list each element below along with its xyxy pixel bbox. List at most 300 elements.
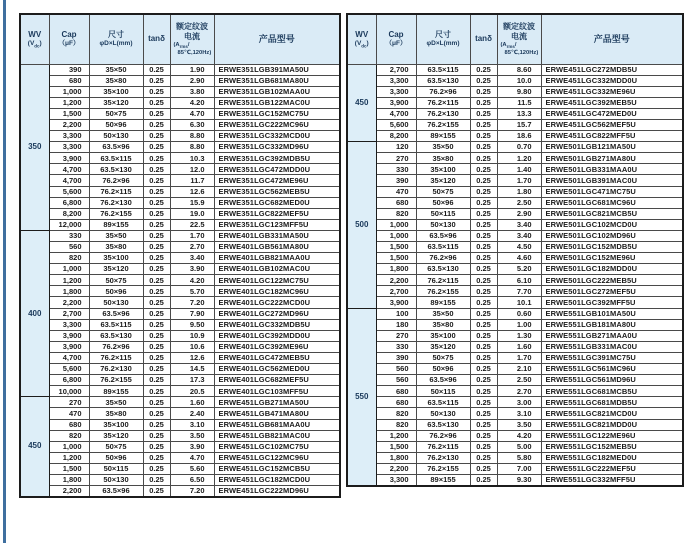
cap-cell: 100	[376, 308, 416, 319]
tand-cell: 0.25	[470, 75, 497, 86]
tand-cell: 0.25	[470, 308, 497, 319]
size-cell: 63.5×115	[416, 64, 470, 75]
model-cell: ERWE451LGC102MC75U	[214, 441, 340, 452]
ripple-unit-line1: ($A_{rms}/$	[173, 41, 190, 49]
wv-unit: $(V_{dc})$	[27, 39, 42, 49]
cap-cell: 1,500	[376, 253, 416, 264]
ripple-cell: 4.20	[170, 97, 214, 108]
col-header-size	[416, 14, 470, 64]
col-header-wv	[20, 14, 49, 64]
model-cell: ERWE501LGC392MFF5U	[541, 297, 683, 308]
col-header-tand	[143, 14, 170, 64]
cap-cell: 1,800	[376, 264, 416, 275]
table-row	[347, 419, 683, 430]
table-row	[20, 375, 340, 386]
size-cell: 76.2×155	[89, 208, 143, 219]
ripple-cell: 20.5	[170, 386, 214, 397]
model-cell: ERWE401LGC392MDD0U	[214, 330, 340, 341]
cap-cell: 1,800	[376, 452, 416, 463]
table-row	[20, 341, 340, 352]
table-row	[347, 275, 683, 286]
tand-cell: 0.25	[143, 253, 170, 264]
model-cell: ERWE351LGC472MDD0U	[214, 164, 340, 175]
tand-cell: 0.25	[470, 430, 497, 441]
table-row	[20, 219, 340, 230]
tand-cell: 0.25	[143, 131, 170, 142]
cap-cell: 4,700	[49, 175, 89, 186]
size-cell: 50×130	[416, 408, 470, 419]
model-cell: ERWE501LGC681MC96U	[541, 197, 683, 208]
cap-cell: 1,200	[49, 452, 89, 463]
cap-cell: 120	[376, 142, 416, 153]
ripple-cell: 7.00	[497, 463, 541, 474]
ripple-cell: 1.70	[497, 175, 541, 186]
table-row	[347, 219, 683, 230]
tand-cell: 0.25	[143, 142, 170, 153]
ripple-cell: 2.70	[170, 242, 214, 253]
cap-unit: （μF）	[385, 40, 407, 48]
size-cell: 89×155	[416, 474, 470, 485]
model-cell: ERWE451LGC392MEB5U	[541, 97, 683, 108]
size-cell: 76.2×130	[89, 364, 143, 375]
table-row	[20, 186, 340, 197]
tand-cell: 0.25	[470, 286, 497, 297]
model-cell: ERWE551LGC152MEB5U	[541, 441, 683, 452]
ripple-cell: 3.40	[497, 230, 541, 241]
ripple-label-line2: 电流	[511, 31, 527, 41]
cap-cell: 3,300	[49, 142, 89, 153]
model-cell: ERWE451LGC122MC96U	[214, 452, 340, 463]
cap-cell: 680	[49, 75, 89, 86]
size-cell: 50×75	[89, 441, 143, 452]
table-row	[347, 164, 683, 175]
size-cell: 76.2×130	[416, 108, 470, 119]
tand-cell: 0.25	[143, 119, 170, 130]
table-body-left	[20, 64, 340, 497]
size-cell: 89×155	[416, 131, 470, 142]
table-row	[20, 419, 340, 430]
table-header	[347, 14, 683, 64]
cap-cell: 3,300	[49, 319, 89, 330]
size-cell: 35×100	[89, 419, 143, 430]
ripple-unit-line1: ($A_{rms}/$	[500, 41, 517, 49]
model-cell: ERWE501LGC821MCB5U	[541, 208, 683, 219]
cap-cell: 6,800	[49, 197, 89, 208]
model-cell: ERWE501LGB391MAC0U	[541, 175, 683, 186]
tand-cell: 0.25	[143, 486, 170, 497]
table-row	[347, 186, 683, 197]
tand-cell: 0.25	[470, 142, 497, 153]
size-cell: 50×75	[416, 352, 470, 363]
table-row	[20, 242, 340, 253]
tand-cell: 0.25	[143, 463, 170, 474]
size-cell: 89×155	[416, 297, 470, 308]
tand-cell: 0.25	[143, 375, 170, 386]
table-row	[347, 430, 683, 441]
size-cell: 50×130	[89, 474, 143, 485]
cap-cell: 3,900	[49, 341, 89, 352]
table-row	[347, 108, 683, 119]
table-row	[20, 308, 340, 319]
ripple-cell: 5.70	[170, 286, 214, 297]
table-row	[347, 352, 683, 363]
spec-table-right	[346, 13, 684, 487]
cap-cell: 1,000	[49, 86, 89, 97]
size-cell: 76.2×96	[416, 430, 470, 441]
size-cell: 63.5×130	[416, 75, 470, 86]
size-cell: 35×50	[89, 230, 143, 241]
model-cell: ERWE501LGC152MDB5U	[541, 242, 683, 253]
cap-cell: 330	[49, 230, 89, 241]
ripple-cell: 3.40	[170, 253, 214, 264]
size-cell: 63.5×115	[416, 242, 470, 253]
tand-cell: 0.25	[470, 375, 497, 386]
ripple-cell: 4.60	[497, 253, 541, 264]
size-cell: 50×115	[89, 463, 143, 474]
ripple-cell: 3.00	[497, 397, 541, 408]
table-row	[347, 264, 683, 275]
ripple-cell: 1.60	[497, 341, 541, 352]
size-cell: 63.5×130	[89, 164, 143, 175]
tand-cell: 0.25	[143, 430, 170, 441]
table-row	[20, 197, 340, 208]
table-row	[347, 441, 683, 452]
ripple-cell: 1.00	[497, 319, 541, 330]
table-row	[347, 297, 683, 308]
size-cell: 76.2×130	[416, 452, 470, 463]
size-cell: 50×130	[89, 131, 143, 142]
model-cell: ERWE351LGC562MEB5U	[214, 186, 340, 197]
model-cell: ERWE551LGB271MAA0U	[541, 330, 683, 341]
tand-cell: 0.25	[470, 419, 497, 430]
table-row	[20, 97, 340, 108]
model-cell: ERWE401LGB561MA80U	[214, 242, 340, 253]
cap-cell: 2,200	[49, 119, 89, 130]
cap-cell: 270	[376, 153, 416, 164]
table-row	[20, 286, 340, 297]
cap-cell: 4,700	[49, 352, 89, 363]
ripple-cell: 4.70	[170, 108, 214, 119]
ripple-cell: 3.10	[497, 408, 541, 419]
size-cell: 50×115	[416, 386, 470, 397]
cap-cell: 2,200	[49, 486, 89, 497]
size-cell: 35×80	[89, 242, 143, 253]
model-cell: ERWE501LGC152ME96U	[541, 253, 683, 264]
cap-cell: 5,600	[49, 186, 89, 197]
wv-group-cell: 500	[347, 142, 376, 308]
ripple-cell: 8.80	[170, 131, 214, 142]
ripple-cell: 4.20	[170, 275, 214, 286]
model-cell: ERWE501LGB331MAA0U	[541, 164, 683, 175]
table-row	[20, 275, 340, 286]
tand-cell: 0.25	[470, 452, 497, 463]
wv-label: WV	[28, 29, 42, 39]
size-label: 尺寸	[108, 30, 124, 40]
tand-cell: 0.25	[470, 119, 497, 130]
tand-cell: 0.25	[143, 386, 170, 397]
model-cell: ERWE501LGC182MDD0U	[541, 264, 683, 275]
tand-cell: 0.25	[143, 153, 170, 164]
cap-cell: 820	[376, 208, 416, 219]
table-row	[20, 142, 340, 153]
ripple-cell: 3.90	[170, 264, 214, 275]
tand-cell: 0.25	[470, 175, 497, 186]
model-cell: ERWE451LGC562MEF5U	[541, 119, 683, 130]
cap-cell: 1,800	[49, 474, 89, 485]
tand-cell: 0.25	[143, 341, 170, 352]
tand-cell: 0.25	[470, 86, 497, 97]
size-cell: 35×100	[416, 164, 470, 175]
tand-cell: 0.25	[470, 186, 497, 197]
table-row	[347, 253, 683, 264]
wv-group-cell: 450	[347, 64, 376, 142]
size-unit: φD×L(mm)	[99, 40, 133, 48]
tand-label: tanδ	[475, 34, 492, 44]
tand-cell: 0.25	[470, 242, 497, 253]
model-cell: ERWE401LGC272MD96U	[214, 308, 340, 319]
tand-cell: 0.25	[143, 474, 170, 485]
model-cell: ERWE451LGC152MCB5U	[214, 463, 340, 474]
table-row	[20, 64, 340, 75]
cap-cell: 1,000	[376, 219, 416, 230]
tand-label: tanδ	[148, 34, 165, 44]
size-cell: 76.2×155	[89, 375, 143, 386]
ripple-cell: 3.50	[170, 430, 214, 441]
model-cell: ERWE451LGC822MFF5U	[541, 131, 683, 142]
size-cell: 76.2×115	[416, 275, 470, 286]
cap-unit: （μF）	[58, 40, 80, 48]
cap-cell: 1,500	[49, 108, 89, 119]
table-row	[20, 164, 340, 175]
spec-table-left	[19, 13, 341, 498]
table-row	[20, 474, 340, 485]
tand-cell: 0.25	[143, 397, 170, 408]
cap-label: Cap	[388, 30, 404, 40]
ripple-cell: 6.30	[170, 119, 214, 130]
ripple-cell: 13.3	[497, 108, 541, 119]
model-cell: ERWE401LGC332MDB5U	[214, 319, 340, 330]
table-row	[347, 142, 683, 153]
ripple-cell: 5.60	[170, 463, 214, 474]
model-cell: ERWE551LGC182MED0U	[541, 452, 683, 463]
tand-cell: 0.25	[143, 208, 170, 219]
ripple-cell: 0.60	[497, 308, 541, 319]
tand-cell: 0.25	[470, 297, 497, 308]
ripple-cell: 2.40	[170, 408, 214, 419]
size-cell: 63.5×96	[89, 142, 143, 153]
ripple-cell: 12.0	[170, 164, 214, 175]
table-row	[20, 153, 340, 164]
size-cell: 89×155	[89, 386, 143, 397]
cap-cell: 3,300	[376, 86, 416, 97]
model-cell: ERWE401LGC222MCD0U	[214, 297, 340, 308]
model-label: 产品型号	[258, 33, 295, 44]
cap-cell: 820	[49, 253, 89, 264]
model-cell: ERWE551LGC561MD96U	[541, 375, 683, 386]
size-cell: 76.2×115	[89, 186, 143, 197]
table-row	[20, 386, 340, 397]
tand-cell: 0.25	[470, 97, 497, 108]
cap-cell: 680	[376, 397, 416, 408]
cap-cell: 3,900	[49, 330, 89, 341]
ripple-cell: 9.30	[497, 474, 541, 485]
ripple-cell: 15.7	[497, 119, 541, 130]
tand-cell: 0.25	[470, 275, 497, 286]
ripple-cell: 15.9	[170, 197, 214, 208]
model-cell: ERWE351LGB681MA80U	[214, 75, 340, 86]
ripple-cell: 1.30	[497, 330, 541, 341]
tand-cell: 0.25	[470, 330, 497, 341]
model-cell: ERWE351LGB391MA50U	[214, 64, 340, 75]
model-cell: ERWE551LGC391MC75U	[541, 352, 683, 363]
size-cell: 76.2×155	[416, 286, 470, 297]
table-row	[347, 330, 683, 341]
ripple-cell: 6.50	[170, 474, 214, 485]
wv-label: WV	[355, 29, 369, 39]
tand-cell: 0.25	[470, 463, 497, 474]
model-cell: ERWE451LGC272MDB5U	[541, 64, 683, 75]
size-cell: 35×50	[89, 64, 143, 75]
size-cell: 35×120	[416, 341, 470, 352]
cap-cell: 2,700	[376, 64, 416, 75]
ripple-cell: 4.20	[497, 430, 541, 441]
ripple-cell: 19.0	[170, 208, 214, 219]
size-cell: 35×80	[89, 408, 143, 419]
cap-cell: 1,000	[49, 264, 89, 275]
ripple-cell: 9.50	[170, 319, 214, 330]
ripple-cell: 1.90	[170, 64, 214, 75]
ripple-cell: 5.80	[497, 452, 541, 463]
wv-group-cell: 400	[20, 230, 49, 396]
ripple-cell: 5.20	[497, 264, 541, 275]
cap-cell: 820	[49, 430, 89, 441]
cap-cell: 3,900	[376, 97, 416, 108]
wv-unit: $(V_{dc})$	[354, 39, 369, 49]
size-cell: 76.2×155	[416, 463, 470, 474]
cap-cell: 330	[376, 164, 416, 175]
size-cell: 50×75	[416, 186, 470, 197]
tand-cell: 0.25	[143, 197, 170, 208]
size-cell: 76.2×115	[416, 97, 470, 108]
size-cell: 50×96	[416, 197, 470, 208]
tand-cell: 0.25	[143, 175, 170, 186]
tand-cell: 0.25	[470, 319, 497, 330]
size-cell: 76.2×96	[416, 86, 470, 97]
cap-cell: 12,000	[49, 219, 89, 230]
ripple-cell: 3.80	[170, 86, 214, 97]
model-cell: ERWE551LGC332MFF5U	[541, 474, 683, 485]
size-cell: 63.5×130	[89, 330, 143, 341]
cap-cell: 470	[49, 408, 89, 419]
col-header-tand	[470, 14, 497, 64]
ripple-cell: 12.6	[170, 352, 214, 363]
size-cell: 35×100	[416, 330, 470, 341]
ripple-cell: 5.00	[497, 441, 541, 452]
model-cell: ERWE401LGC682MEF5U	[214, 375, 340, 386]
table-row	[20, 430, 340, 441]
ripple-cell: 7.70	[497, 286, 541, 297]
cap-cell: 470	[376, 186, 416, 197]
tand-cell: 0.25	[470, 64, 497, 75]
model-cell: ERWE501LGC272MEF5U	[541, 286, 683, 297]
tand-cell: 0.25	[470, 153, 497, 164]
model-cell: ERWE401LGC122MC75U	[214, 275, 340, 286]
ripple-cell: 14.5	[170, 364, 214, 375]
table-row	[347, 119, 683, 130]
model-cell: ERWE501LGC471MC75U	[541, 186, 683, 197]
tand-cell: 0.25	[143, 352, 170, 363]
ripple-cell: 2.70	[497, 386, 541, 397]
ripple-cell: 7.20	[170, 297, 214, 308]
model-cell: ERWE551LGC821MDD0U	[541, 419, 683, 430]
table-row	[20, 352, 340, 363]
table-row	[20, 264, 340, 275]
model-cell: ERWE551LGB331MAC0U	[541, 341, 683, 352]
cap-cell: 820	[376, 408, 416, 419]
model-cell: ERWE351LGC682MED0U	[214, 197, 340, 208]
tand-cell: 0.25	[143, 186, 170, 197]
model-cell: ERWE351LGC152MC75U	[214, 108, 340, 119]
cap-cell: 1,500	[49, 463, 89, 474]
tand-cell: 0.25	[143, 264, 170, 275]
model-cell: ERWE551LGC561MC96U	[541, 364, 683, 375]
table-row	[20, 486, 340, 497]
table-row	[347, 86, 683, 97]
size-cell: 50×130	[416, 219, 470, 230]
ripple-cell: 11.5	[497, 97, 541, 108]
model-cell: ERWE401LGC562MED0U	[214, 364, 340, 375]
model-cell: ERWE401LGB331MA50U	[214, 230, 340, 241]
table-body-right	[347, 64, 683, 486]
model-cell: ERWE451LGB821MAC0U	[214, 430, 340, 441]
ripple-cell: 10.0	[497, 75, 541, 86]
model-cell: ERWE451LGB681MAA0U	[214, 419, 340, 430]
cap-cell: 1,000	[376, 230, 416, 241]
model-cell: ERWE551LGC681MDB5U	[541, 397, 683, 408]
ripple-cell: 1.60	[170, 397, 214, 408]
model-cell: ERWE551LGB181MA80U	[541, 319, 683, 330]
cap-cell: 560	[376, 364, 416, 375]
table-row	[20, 452, 340, 463]
cap-cell: 3,300	[49, 131, 89, 142]
tand-cell: 0.25	[143, 75, 170, 86]
cap-cell: 2,200	[376, 275, 416, 286]
size-cell: 76.2×96	[416, 253, 470, 264]
size-cell: 35×50	[416, 142, 470, 153]
size-unit: φD×L(mm)	[426, 40, 460, 48]
size-label: 尺寸	[435, 30, 451, 40]
model-cell: ERWE501LGB271MA80U	[541, 153, 683, 164]
model-cell: ERWE451LGC222MD96U	[214, 486, 340, 497]
size-cell: 89×155	[89, 219, 143, 230]
tand-cell: 0.25	[143, 408, 170, 419]
cap-cell: 4,700	[49, 164, 89, 175]
table-header	[20, 14, 340, 64]
ripple-cell: 17.3	[170, 375, 214, 386]
size-cell: 50×75	[89, 108, 143, 119]
tand-cell: 0.25	[143, 319, 170, 330]
cap-cell: 560	[376, 375, 416, 386]
ripple-label-line1: 额定纹波	[503, 21, 535, 31]
ripple-cell: 18.6	[497, 131, 541, 142]
model-cell: ERWE351LGB122MAC0U	[214, 97, 340, 108]
table-row	[347, 153, 683, 164]
model-cell: ERWE401LGB821MAA0U	[214, 253, 340, 264]
ripple-cell: 10.9	[170, 330, 214, 341]
cap-cell: 820	[376, 419, 416, 430]
tand-cell: 0.25	[470, 352, 497, 363]
model-cell: ERWE501LGC102MD96U	[541, 230, 683, 241]
